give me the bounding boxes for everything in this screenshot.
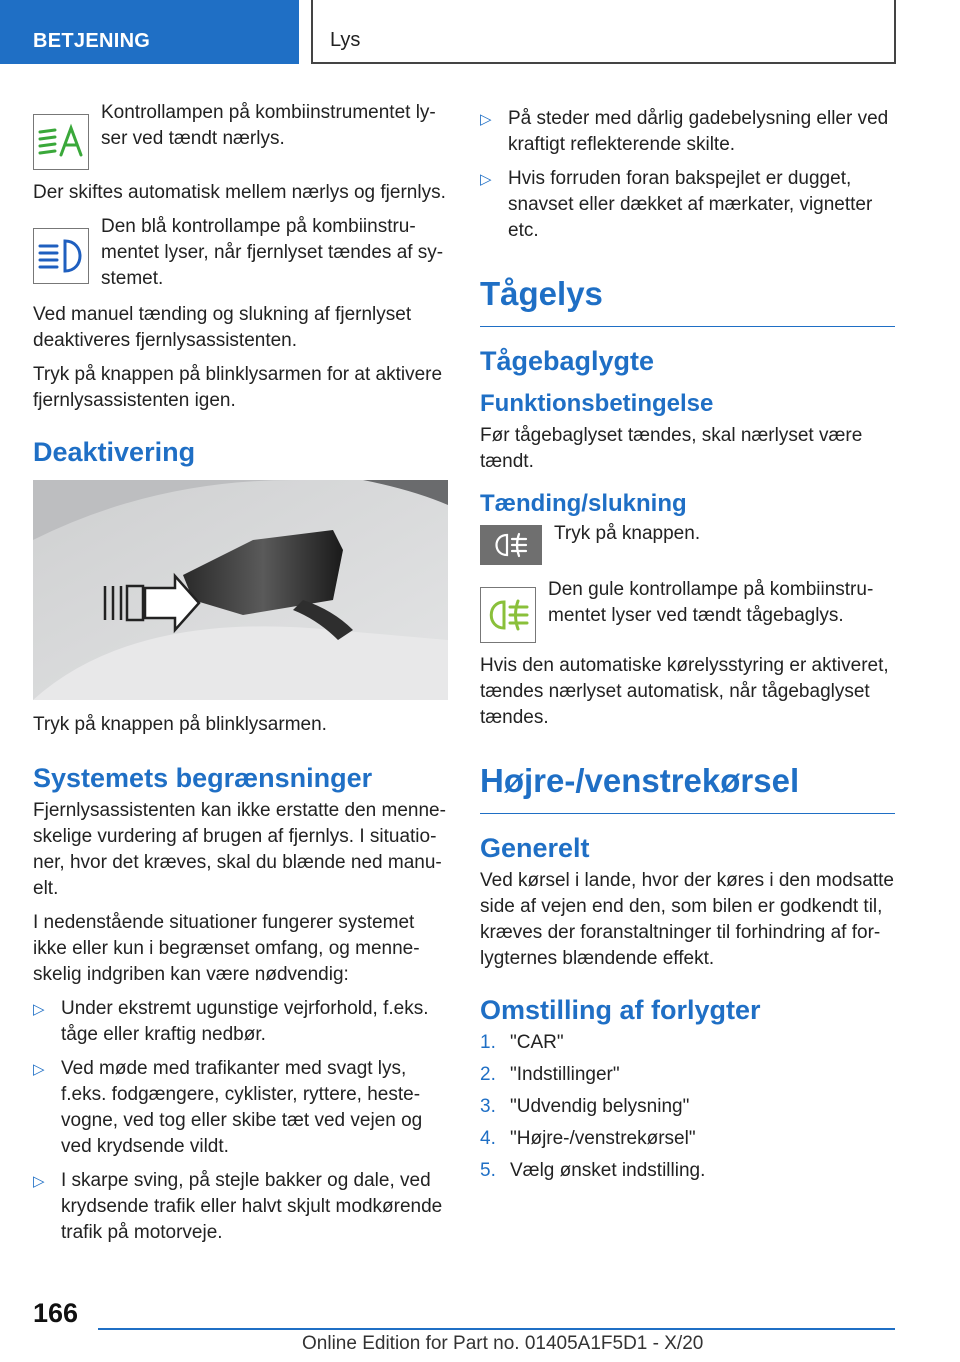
heading-function-condition: Funktionsbetingelse bbox=[480, 390, 714, 417]
general-text: Ved kørsel i lande, hvor der køres i den modsatte side af vejen end den, som bilen er godkendt til, kræves der foranstaltninger til forhindring af for-lygternes blændende effekt. bbox=[480, 870, 894, 969]
low-beam-indicator-text: Kontrollampen på kombiinstrumentet ly-ser ved tændt nærlys. bbox=[101, 102, 436, 149]
fog-button-row bbox=[480, 523, 895, 565]
triangle-bullet-icon: ▷ bbox=[480, 171, 492, 188]
title-fog-lights: Tågelys bbox=[480, 274, 895, 327]
rear-fog-indicator-icon bbox=[480, 587, 536, 643]
heading-headlight-adjust: Omstilling af forlygter bbox=[480, 995, 761, 1025]
heading-general: Generelt bbox=[480, 833, 590, 863]
fog-indicator-row bbox=[480, 579, 895, 643]
list-item: ▷ På steder med dårlig gadebelysning eller ved kraftigt reflekterende skilte. bbox=[480, 108, 889, 155]
left-column bbox=[33, 100, 448, 1254]
footer-divider bbox=[98, 1328, 895, 1330]
function-condition-text: Før tågebaglyset tændes, skal nærlyset være tændt. bbox=[480, 425, 863, 472]
press-button-text: Tryk på knappen. bbox=[554, 523, 701, 544]
photo-caption: Tryk på knappen på blinklysarmen. bbox=[33, 714, 327, 735]
list-item: 1. "CAR" bbox=[480, 1032, 564, 1053]
heading-system-limits: Systemets begrænsninger bbox=[33, 763, 373, 793]
heading-on-off: Tænding/slukning bbox=[480, 490, 687, 517]
low-beam-indicator-row bbox=[33, 102, 448, 170]
footer-edition: Online Edition for Part no. 01405A1F5D1 - X/20 bbox=[302, 1333, 704, 1354]
manual-deactivate-text: Ved manuel tænding og slukning af fjernlyset deaktiveres fjernlysassistenten. bbox=[33, 304, 412, 351]
rear-fog-button-icon bbox=[480, 525, 542, 565]
limits-bullet-list-continued bbox=[480, 106, 895, 244]
list-item: ▷ I skarpe sving, på stejle bakker og dale, ved krydsende trafik eller halvt skjult modkørende trafik på motorveje. bbox=[33, 1170, 443, 1243]
list-item: 5. Vælg ønsket indstilling. bbox=[480, 1160, 706, 1181]
adjust-steps-list bbox=[480, 1030, 895, 1184]
high-beam-indicator-row bbox=[33, 214, 448, 292]
heading-rear-fog-light: Tågebaglygte bbox=[480, 346, 655, 376]
limits-intro-text: Fjernlysassistenten kan ikke erstatte den menne-skelige vurdering af brugen af fjernlys. I situatio-ner, hvor det kræves, skal du blænde ned manu-elt. bbox=[33, 800, 446, 899]
list-item: 2. "Indstillinger" bbox=[480, 1064, 620, 1085]
auto-switch-text: Der skiftes automatisk mellem nærlys og fjernlys. bbox=[33, 182, 446, 203]
high-beam-indicator-text: Den blå kontrollampe på kombiinstru-mentet lyser, når fjernlyset tændes af sy-stemet. bbox=[101, 216, 444, 289]
page-number: 166 bbox=[33, 1298, 79, 1328]
limits-bullet-list bbox=[33, 996, 448, 1246]
auto-light-fog-text: Hvis den automatiske kørelysstyring er aktiveret, tændes nærlyset automatisk, når tågebaglyset tændes. bbox=[480, 655, 889, 728]
turn-signal-stalk-photo bbox=[33, 480, 448, 700]
limits-situations-text: I nedenstående situationer fungerer systemet ikke eller kun i begrænset omfang, og menne-skelig indgriben kan være nødvendig: bbox=[33, 912, 420, 985]
chapter-title: Lys bbox=[311, 0, 896, 64]
section-tab: BETJENING bbox=[0, 0, 299, 64]
triangle-bullet-icon: ▷ bbox=[33, 1173, 45, 1190]
fog-indicator-text: Den gule kontrollampe på kombiinstru-mentet lyser ved tændt tågebaglys. bbox=[548, 579, 874, 626]
reactivate-text: Tryk på knappen på blinklysarmen for at aktivere fjernlysassistenten igen. bbox=[33, 364, 443, 411]
list-item: ▷ Under ekstremt ugunstige vejrforhold, f.eks. tåge eller kraftig nedbør. bbox=[33, 998, 429, 1045]
title-left-right-driving: Højre-/venstrekørsel bbox=[480, 761, 895, 814]
list-item: ▷ Ved møde med trafikanter med svagt lys, f.eks. fodgængere, cyklister, ryttere, heste-vogne, ved tog eller skibe tæt ved vejen og ved krydsende vildt. bbox=[33, 1058, 423, 1157]
triangle-bullet-icon: ▷ bbox=[480, 111, 492, 128]
high-beam-icon bbox=[33, 228, 89, 284]
heading-deaktivering: Deaktivering bbox=[33, 437, 196, 467]
low-beam-assist-icon bbox=[33, 114, 89, 170]
triangle-bullet-icon: ▷ bbox=[33, 1061, 45, 1078]
list-item: 3. "Udvendig belysning" bbox=[480, 1096, 690, 1117]
right-column bbox=[480, 106, 895, 1190]
triangle-bullet-icon: ▷ bbox=[33, 1001, 45, 1018]
list-item: ▷ Hvis forruden foran bakspejlet er dugget, snavset eller dækket af mærkater, vignetter etc. bbox=[480, 168, 873, 241]
list-item: 4. "Højre-/venstrekørsel" bbox=[480, 1128, 696, 1149]
